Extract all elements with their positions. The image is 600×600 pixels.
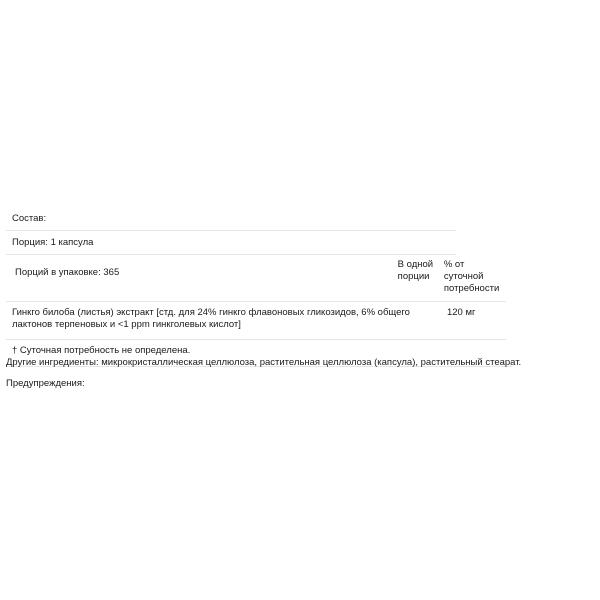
supplement-facts-table [6, 207, 506, 367]
serving-size-row [6, 231, 456, 255]
composition-label: Состав: [12, 213, 47, 224]
warnings-label: Предупреждения: [6, 378, 85, 389]
daily-value-note-text: † Суточная потребность не определена. [12, 345, 191, 356]
amount-per-serving-header: В одной порции [397, 259, 434, 282]
ingredient-name: Гинкго билоба (листья) экстракт [стд. для 24% гинкго флавоновых гликозидов, 6% общего лактонов терпеновых и <1 ppm гинкголевых кислот] [12, 307, 410, 330]
ingredient-amount: 120 мг [446, 307, 476, 318]
other-ingredients: Другие ингредиенты: микрокристаллическая целлюлоза, растительная целлюлоза (капсула), растительный стеарат. [6, 357, 522, 368]
table-row [6, 302, 506, 340]
table-header-row [6, 255, 506, 302]
serving-size: Порция: 1 капсула [12, 237, 94, 248]
daily-value-header: % от суточной потребности [443, 259, 500, 294]
composition-row [6, 207, 456, 231]
servings-per-container: Порций в упаковке: 365 [15, 267, 120, 278]
